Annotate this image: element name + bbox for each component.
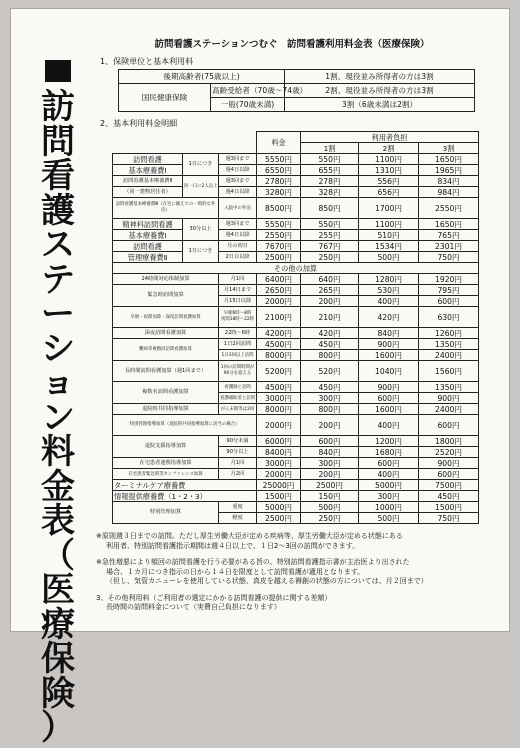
table-cell: 400円: [359, 296, 419, 307]
table-cell: 1040円: [359, 361, 419, 382]
table-cell: 630円: [419, 307, 479, 328]
fee-sheet: [96, 36, 488, 620]
footnote-text: ※原則週３日までの訪問。ただし厚生労働大臣が定める疾病等、厚生労働大臣が定める状態にある: [96, 532, 403, 540]
table-cell: 2520円: [419, 447, 479, 458]
footnote-text: 場合、１カ月につき指示の日から１４日を限度として訪問看護が適用となります。: [106, 567, 365, 576]
insurance-table: [118, 69, 475, 112]
table-cell: 緊急時訪問加算: [113, 285, 219, 307]
table-cell: 基本療養費Ⅰ: [113, 230, 183, 241]
table-cell: 2100円: [257, 307, 301, 328]
table-cell: 5000円: [257, 502, 301, 513]
table-cell: 精神科訪問看護: [113, 219, 183, 230]
table-cell: 3000円: [257, 393, 301, 404]
table-row: [113, 469, 479, 480]
table-cell: 1650円: [419, 219, 479, 230]
table-cell: 2000円: [257, 469, 301, 480]
section3-heading: 3、その他利用料（ご利用者の選定にかかる訪問看護の提供に関する差額）: [96, 593, 332, 602]
table-cell: 800円: [301, 350, 359, 361]
table-cell: 2400円: [419, 350, 479, 361]
footnote-text: 利用者、特別訪問看護指示期間は週４日以上で、１日2～3回の訪問ができます。: [106, 541, 360, 550]
table-cell: がん末期等は2回: [219, 404, 257, 415]
other-heading: その他の加算: [113, 263, 479, 274]
table-cell: 1680円: [359, 447, 419, 458]
table-cell: 200円: [301, 469, 359, 480]
table-cell: 1965円: [419, 165, 479, 176]
table-cell: 250円: [301, 513, 359, 524]
table-cell: 1割、現役並み所得者の方は3割: [285, 70, 475, 84]
vertical-title-char: 表: [41, 501, 75, 541]
table-row: [113, 382, 479, 393]
table-cell: 週3回まで: [219, 219, 257, 230]
vertical-title-char: ス: [41, 225, 75, 265]
table-cell: 難病等複数回訪問看護加算: [113, 339, 219, 361]
vertical-title-char: 訪: [41, 87, 75, 127]
table-cell: 1000円: [359, 502, 419, 513]
table-cell: 退院支援指導加算: [113, 436, 219, 458]
table-cell: 25000円: [257, 480, 301, 491]
table-cell: 退院時共同指導加算: [113, 404, 219, 415]
table-cell: 795円: [419, 285, 479, 296]
table-cell: 500円: [301, 502, 359, 513]
table-cell: 90分未満: [219, 436, 257, 447]
table-row: [113, 154, 479, 165]
table-cell: 300円: [301, 393, 359, 404]
table-row: [113, 491, 479, 502]
table-cell: 300円: [359, 491, 419, 502]
table-cell: 2780円: [257, 176, 301, 187]
vertical-title-char: ー: [41, 294, 75, 334]
table-cell: 訪問看護: [113, 154, 183, 165]
table-cell: 2500円: [257, 252, 301, 263]
table-cell: 450円: [301, 382, 359, 393]
table-cell: 1260円: [419, 328, 479, 339]
section3: [96, 594, 488, 613]
table-cell: 500円: [359, 513, 419, 524]
table-cell: 8000円: [257, 404, 301, 415]
fee-header: 料金: [257, 132, 301, 154]
table-cell: 30分以上: [183, 219, 219, 241]
table-cell: 管理療養費Ⅱ: [113, 252, 183, 263]
table-row: [113, 339, 479, 350]
table-cell: 2000円: [257, 296, 301, 307]
table-cell: 5550円: [257, 154, 301, 165]
column-header: 1割: [301, 143, 359, 154]
table-cell: 550円: [301, 154, 359, 165]
table-cell: 2550円: [257, 230, 301, 241]
table-cell: 656円: [359, 187, 419, 198]
table-cell: 450円: [301, 339, 359, 350]
table-row: [113, 307, 479, 328]
table-cell: 984円: [419, 187, 479, 198]
table-cell: 1560円: [419, 361, 479, 382]
table-cell: 834円: [419, 176, 479, 187]
footnote-text: （但し、気管カニューレを使用している状態、真皮を越える褥創の状態の方については、月２回まで）: [106, 577, 428, 585]
table-cell: 5000円: [359, 480, 419, 491]
table-cell: 在宅患者緊急時等カンファレンス加算: [113, 469, 219, 480]
table-cell: 510円: [359, 230, 419, 241]
table-cell: 月の初日: [219, 241, 257, 252]
table-cell: 600円: [359, 458, 419, 469]
table-cell: 入院中の外泊: [219, 198, 257, 219]
table-cell: 1310円: [359, 165, 419, 176]
table-cell: 4500円: [257, 339, 301, 350]
vertical-title-char: テ: [41, 259, 75, 300]
table-cell: 4500円: [257, 382, 301, 393]
table-cell: 7500円: [419, 480, 479, 491]
footnote-2: [96, 558, 488, 587]
table-row: [113, 241, 479, 252]
table-cell: 1日につき: [183, 241, 219, 263]
vertical-title-char: 問: [41, 121, 75, 162]
table-cell: 1100円: [359, 219, 419, 230]
table-cell: 週3回まで: [219, 154, 257, 165]
table-cell: ターミナルケア療養費: [113, 480, 257, 491]
table-cell: 1日につき: [183, 154, 219, 176]
table-cell: 8500円: [257, 198, 301, 219]
table-cell: 900円: [359, 339, 419, 350]
table-cell: 国民健康保険: [119, 84, 211, 112]
vertical-title: [38, 60, 78, 746]
vertical-title-char: シ: [41, 328, 75, 369]
table-row: [119, 84, 475, 98]
table-cell: 3280円: [257, 187, 301, 198]
table-cell: 高齢受給者（70歳～74歳）: [211, 84, 285, 98]
table-cell: 22時～6時: [219, 328, 257, 339]
table-cell: 556円: [359, 176, 419, 187]
vertical-title-char: 料: [41, 432, 75, 472]
table-cell: 800円: [301, 404, 359, 415]
table-cell: 24時間対応体制加算: [113, 274, 219, 285]
table-cell: 278円: [301, 176, 359, 187]
table-cell: 1600円: [359, 350, 419, 361]
table-row: [113, 176, 479, 187]
table-cell: 6550円: [257, 165, 301, 176]
table-cell: 週4日以降: [219, 230, 257, 241]
table-cell: 3割（6歳未満は2割）: [285, 98, 475, 112]
table-cell: 1650円: [419, 154, 479, 165]
vertical-title-char: 険: [41, 673, 75, 714]
section1-heading: 1、保険単位と基本利用料: [100, 57, 194, 66]
table-cell: 1920円: [419, 274, 479, 285]
table-cell: 2550円: [419, 198, 479, 219]
table-cell: 週4日以降: [219, 165, 257, 176]
table-cell: 月1回: [219, 458, 257, 469]
table-row: [113, 187, 479, 198]
table-row: [113, 502, 479, 513]
table-cell: 1800円: [419, 436, 479, 447]
vertical-title-char: 療: [41, 604, 75, 645]
table-row: [113, 415, 479, 436]
table-row: [113, 285, 479, 296]
table-cell: 1日2回訪問: [219, 339, 257, 350]
table-cell: 200円: [301, 296, 359, 307]
table-cell: 複数名訪問看護加算: [113, 382, 219, 404]
table-cell: 200円: [301, 415, 359, 436]
table-cell: 月2回: [219, 469, 257, 480]
table-row: [113, 219, 479, 230]
table-cell: 850円: [301, 198, 359, 219]
vertical-title-char: （: [41, 535, 75, 576]
table-cell: 300円: [301, 458, 359, 469]
table-cell: 255円: [301, 230, 359, 241]
table-cell: 500円: [359, 252, 419, 263]
table-cell: （同一建物居住者）: [113, 187, 183, 198]
table-row: [113, 404, 479, 415]
table-cell: 3000円: [257, 458, 301, 469]
document-title: 訪問看護ステーションつむぐ 訪問看護利用料金表（医療保険）: [154, 39, 430, 50]
table-cell: 1200円: [359, 436, 419, 447]
table-row: [113, 328, 479, 339]
table-cell: 同一日に2人以上: [183, 176, 219, 198]
table-row: [113, 263, 479, 274]
table-cell: 450円: [419, 491, 479, 502]
table-cell: 150円: [301, 491, 359, 502]
table-cell: 8400円: [257, 447, 301, 458]
table-cell: 看護師と訪問: [219, 382, 257, 393]
table-cell: 一般(70歳未満): [211, 98, 285, 112]
table-cell: 655円: [301, 165, 359, 176]
table-cell: 600円: [359, 393, 419, 404]
table-cell: 1700円: [359, 198, 419, 219]
table-cell: 530円: [359, 285, 419, 296]
table-cell: [113, 132, 257, 154]
table-cell: 750円: [419, 513, 479, 524]
table-cell: 600円: [301, 436, 359, 447]
table-cell: 1350円: [419, 382, 479, 393]
footnote-text: ※急性増悪により頻回の訪問看護を行う必要がある旨の、特別訪問看護指示書が主治医より出された: [96, 558, 410, 566]
vertical-title-char: ）: [41, 708, 75, 748]
table-cell: 640円: [301, 274, 359, 285]
table-row: [113, 132, 479, 143]
table-cell: 900円: [359, 382, 419, 393]
table-cell: 5550円: [257, 219, 301, 230]
table-row: [119, 70, 475, 84]
table-row: [113, 230, 479, 241]
table-cell: 90分以上: [219, 447, 257, 458]
table-cell: 1100円: [359, 154, 419, 165]
table-cell: 在宅患者連携指導加算: [113, 458, 219, 469]
table-cell: 250円: [301, 252, 359, 263]
table-cell: 767円: [301, 241, 359, 252]
table-cell: 400円: [359, 415, 419, 436]
table-cell: 週3回まで: [219, 176, 257, 187]
table-cell: 840円: [359, 328, 419, 339]
table-cell: 基本療養費Ⅰ: [113, 165, 183, 176]
table-cell: 8000円: [257, 350, 301, 361]
footnotes: [96, 532, 488, 613]
table-row: [113, 436, 479, 447]
table-cell: 2000円: [257, 415, 301, 436]
table-cell: 1280円: [359, 274, 419, 285]
table-cell: 600円: [419, 469, 479, 480]
table-cell: 900円: [419, 458, 479, 469]
vertical-title-char: ン: [41, 397, 75, 438]
table-cell: 月15日以降: [219, 296, 257, 307]
table-cell: 1日3回以上訪問: [219, 350, 257, 361]
table-cell: 看護補助者と訪問: [219, 393, 257, 404]
vertical-title-char: 看: [41, 156, 75, 196]
table-row: [113, 361, 479, 382]
table-cell: 後期高齢者(75歳以上): [119, 70, 285, 84]
section3-text: 長時間の訪問料金について（実費自己負担になります）: [106, 603, 281, 611]
vertical-title-char: ョ: [41, 363, 75, 403]
table-cell: 特別管理加算: [113, 502, 219, 524]
footnote-1: [96, 532, 488, 551]
black-square-icon: [45, 60, 71, 82]
table-row: [113, 274, 479, 285]
table-cell: 6400円: [257, 274, 301, 285]
burden-header: 利用者負担: [301, 132, 479, 143]
table-cell: 1回の訪問時間が90分を超える: [219, 361, 257, 382]
table-cell: 週4日以降: [219, 187, 257, 198]
table-row: [113, 252, 479, 263]
table-cell: 520円: [301, 361, 359, 382]
table-row: [113, 165, 479, 176]
table-cell: 1500円: [257, 491, 301, 502]
table-cell: 1500円: [419, 502, 479, 513]
table-cell: 210円: [301, 307, 359, 328]
table-cell: 900円: [419, 393, 479, 404]
vertical-title-char: 医: [41, 570, 75, 610]
table-cell: 2500円: [301, 480, 359, 491]
table-cell: 550円: [301, 219, 359, 230]
table-cell: 5200円: [257, 361, 301, 382]
table-cell: 月14日まで: [219, 285, 257, 296]
table-cell: 1600円: [359, 404, 419, 415]
table-cell: 早朝6時～8時 夜間18時～22時: [219, 307, 257, 328]
table-cell: 情報提供療養費（1・2・3）: [113, 491, 257, 502]
table-cell: 2400円: [419, 404, 479, 415]
table-cell: 328円: [301, 187, 359, 198]
table-cell: 特別管理指導加算（退院時共同指導加算に該当の場合）: [113, 415, 257, 436]
section2-heading: 2、基本利用料金明細: [100, 119, 178, 128]
table-cell: 2日目以降: [219, 252, 257, 263]
column-header: 3割: [419, 143, 479, 154]
table-cell: 4200円: [257, 328, 301, 339]
table-cell: 750円: [419, 252, 479, 263]
vertical-title-char: 保: [41, 639, 75, 679]
table-cell: 長時間訪問看護加算（週1回まで）: [113, 361, 219, 382]
table-cell: 7670円: [257, 241, 301, 252]
table-cell: 2割、現役並み所得者の方は3割: [285, 84, 475, 98]
table-cell: 軽度: [219, 513, 257, 524]
column-header: 2割: [359, 143, 419, 154]
table-cell: 早朝・夜間加算・深夜訪問看護加算: [113, 307, 219, 328]
table-cell: 265円: [301, 285, 359, 296]
table-cell: 400円: [359, 469, 419, 480]
table-cell: 420円: [301, 328, 359, 339]
table-cell: 1350円: [419, 339, 479, 350]
fee-table: [112, 131, 479, 524]
table-cell: 420円: [359, 307, 419, 328]
table-cell: 600円: [419, 415, 479, 436]
table-cell: 2650円: [257, 285, 301, 296]
table-cell: 765円: [419, 230, 479, 241]
table-cell: 840円: [301, 447, 359, 458]
table-row: [113, 198, 479, 219]
table-row: [113, 458, 479, 469]
vertical-title-char: 金: [41, 466, 75, 507]
table-cell: 600円: [419, 296, 479, 307]
table-cell: 6000円: [257, 436, 301, 447]
table-cell: 月1回: [219, 274, 257, 285]
table-cell: 訪問看護: [113, 241, 183, 252]
table-cell: 2301円: [419, 241, 479, 252]
table-cell: 訪問看護基本療養費Ⅲ（在宅に備えての一時的な外泊）: [113, 198, 219, 219]
table-cell: 訪問看護基本療養費Ⅱ: [113, 176, 183, 187]
vertical-title-char: 護: [41, 190, 75, 231]
table-row: [113, 480, 479, 491]
table-cell: 深夜訪問看護加算: [113, 328, 219, 339]
table-cell: 重度: [219, 502, 257, 513]
table-cell: 1534円: [359, 241, 419, 252]
table-cell: 2500円: [257, 513, 301, 524]
